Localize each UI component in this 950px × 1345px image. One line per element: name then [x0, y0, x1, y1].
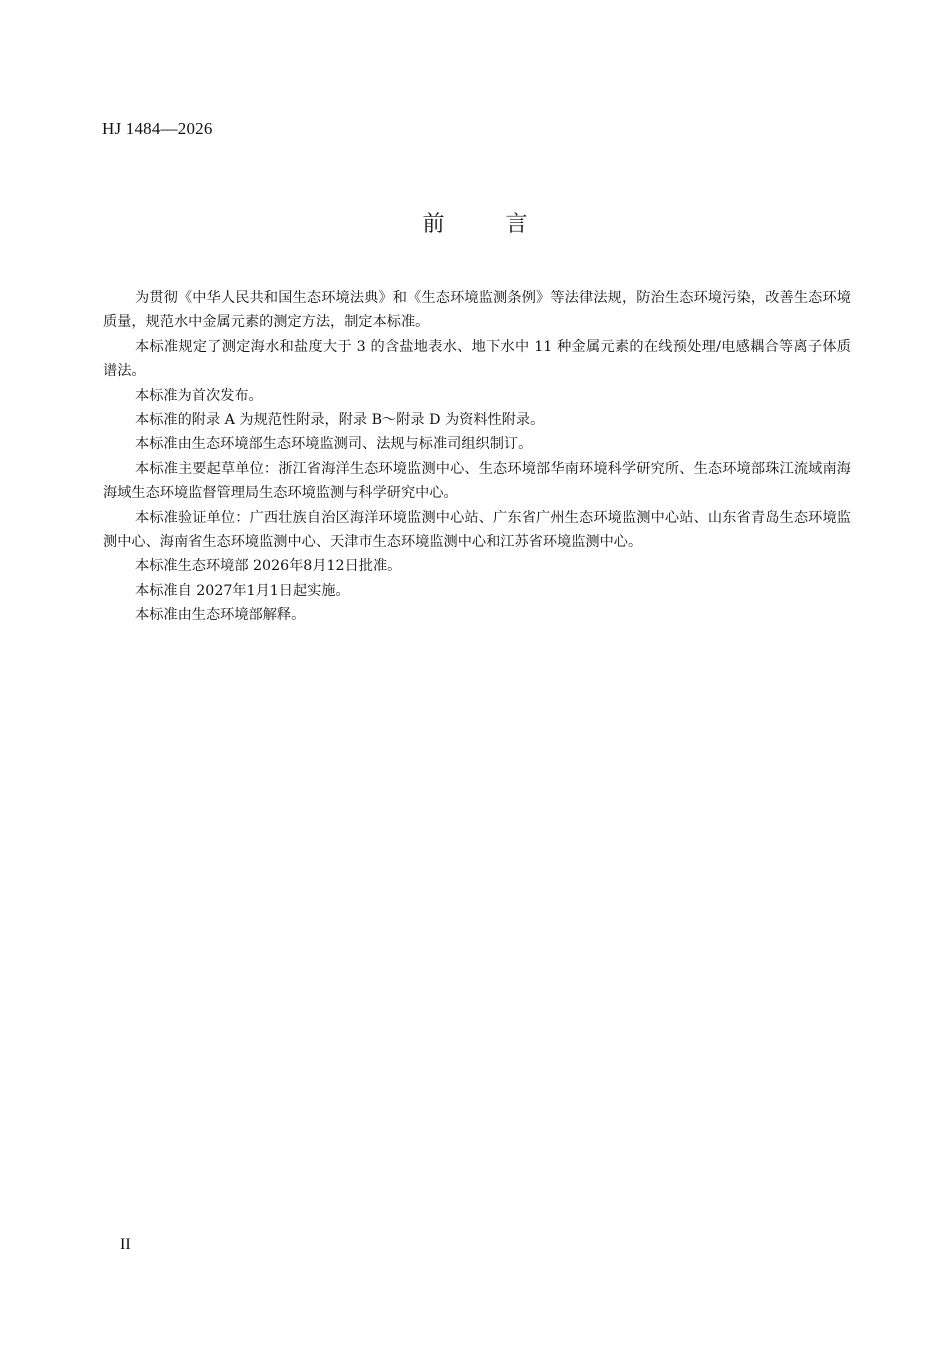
standard-code: HJ 1484—2026: [102, 119, 213, 138]
paragraph: 本标准生态环境部 2026年8月12日批准。: [135, 558, 402, 575]
paragraph: 本标准由生态环境部解释。: [135, 607, 306, 624]
foreword-body: [103, 286, 851, 628]
paragraph: 为贯彻《中华人民共和国生态环境法典》和《生态环境监测条例》等法律法规，防治生态环境污染，改善生态环境质量，规范水中金属元素的测定方法，制定本标准。: [103, 290, 851, 331]
page-number: II: [120, 1236, 131, 1253]
paragraph: 本标准验证单位：广西壮族自治区海洋环境监测中心站、广东省广州生态环境监测中心站、山东省青岛生态环境监测中心、海南省生态环境监测中心、天津市生态环境监测中心和江苏省环境监测中心。: [103, 509, 851, 551]
paragraph: 本标准为首次发布。: [135, 387, 263, 404]
page-title: 前 言: [422, 212, 528, 237]
paragraph: 本标准主要起草单位：浙江省海洋生态环境监测中心、生态环境部华南环境科学研究所、生态环境部珠江流域南海海域生态环境监督管理局生态环境监测与科学研究中心。: [103, 460, 851, 502]
paragraph: 本标准的附录 A 为规范性附录，附录 B～附录 D 为资料性附录。: [135, 412, 545, 429]
paragraph: 本标准由生态环境部生态环境监测司、法规与标准司组织制订。: [135, 436, 533, 453]
paragraph: 本标准自 2027年1月1日起实施。: [135, 582, 350, 599]
paragraph: 本标准规定了测定海水和盐度大于 3 的含盐地表水、地下水中 11 种金属元素的在线预处理/电感耦合等离子体质谱法。: [103, 338, 851, 380]
